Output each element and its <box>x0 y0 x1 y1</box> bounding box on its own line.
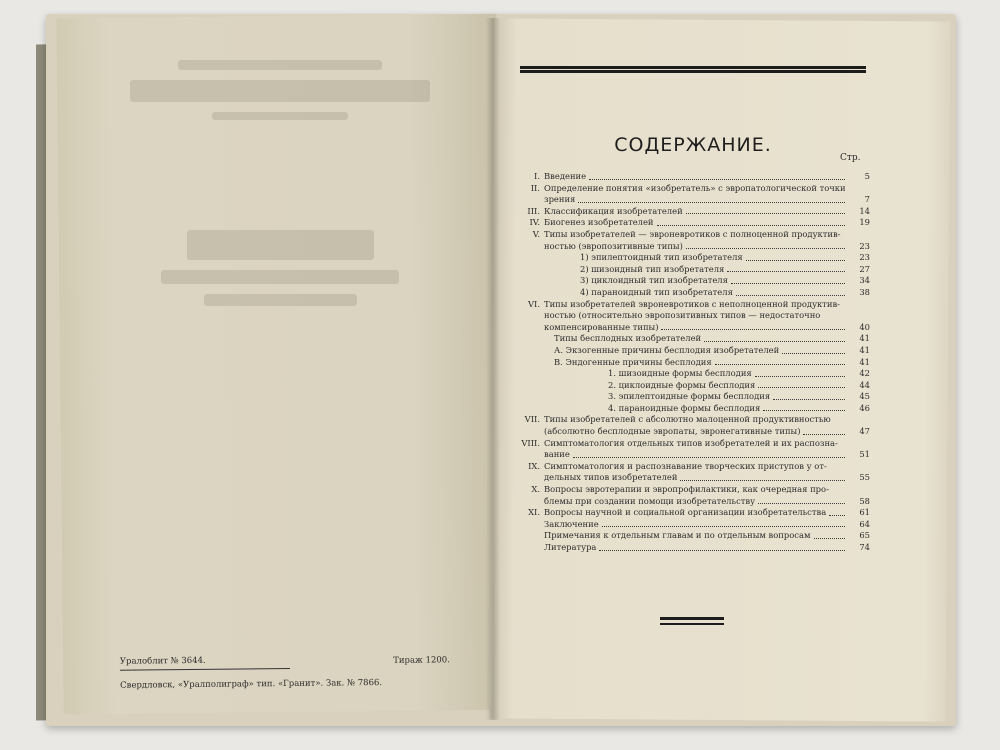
dot-leader <box>578 202 845 203</box>
toc-title: СОДЕРЖАНИЕ. <box>614 134 772 156</box>
toc-entry-number: III. <box>527 205 540 216</box>
toc-entry <box>508 194 870 206</box>
toc-entry <box>508 414 870 426</box>
toc-entry-page: 65 <box>859 530 870 541</box>
toc-entry-number: II. <box>530 182 540 193</box>
toc-entry-text: Вопросы научной и социальной организации изобретательства <box>544 507 827 518</box>
toc-entry <box>508 484 870 496</box>
toc-entry-text: Типы изобретателей эвроневротиков с неполноценной продуктив- <box>544 298 841 309</box>
dot-leader <box>680 480 845 481</box>
toc-entry-number: IX. <box>528 460 540 471</box>
toc-entry <box>508 357 870 369</box>
toc-entry-page: 34 <box>859 275 870 286</box>
dot-leader <box>829 515 845 516</box>
toc-entry <box>508 229 870 241</box>
toc-entry-text: 2) шизоидный тип изобретателя <box>580 263 725 274</box>
toc-entry-text: 1. шизоидные формы бесплодия <box>608 368 752 379</box>
toc-entry-text: Типы изобретателей с абсолютно малоценной продуктивностью <box>544 414 831 425</box>
dot-leader <box>715 364 845 365</box>
dot-leader <box>803 434 845 435</box>
toc-entry <box>508 206 870 218</box>
dot-leader <box>657 225 845 226</box>
toc-entry-page: 40 <box>859 321 870 332</box>
toc-entry-page: 61 <box>859 507 870 518</box>
toc-entry <box>508 252 870 264</box>
toc-entry <box>508 241 870 253</box>
toc-entry-number: VI. <box>527 298 540 309</box>
dot-leader <box>704 341 845 342</box>
dot-leader <box>686 248 845 249</box>
toc-entry-page: 74 <box>859 542 870 552</box>
toc-entry-number: V. <box>532 228 540 239</box>
toc-entry-text: Вопросы эвротерапии и эвропрофилактики, как очередная про- <box>544 484 829 495</box>
toc-entry-page: 41 <box>859 333 870 344</box>
toc-entry-page: 14 <box>859 205 870 216</box>
page-column-header: Стр. <box>840 153 861 163</box>
dot-leader <box>736 295 845 296</box>
toc-entry-text: 3. эпилептоидные формы бесплодия <box>608 391 771 402</box>
toc-entry-text: компенсированные типы) <box>544 321 659 332</box>
dot-leader <box>782 353 845 354</box>
toc-entry <box>508 507 870 519</box>
toc-entry-page: 51 <box>859 449 870 460</box>
toc-entry-text: Литература <box>544 542 597 552</box>
toc-entry-text: Введение <box>544 171 587 181</box>
toc-entry-page: 46 <box>859 402 870 413</box>
toc-entry-page: 64 <box>859 518 870 529</box>
book-gutter <box>486 18 500 720</box>
toc-entry-text: зрения <box>544 194 576 205</box>
toc-entry-text: 2. циклоидные формы бесплодия <box>608 379 756 390</box>
toc-entry <box>508 275 870 287</box>
toc-entry-text: 4. параноидные формы бесплодия <box>608 402 761 413</box>
toc-entry-text: Заключение <box>544 518 599 529</box>
dot-leader <box>602 526 845 527</box>
toc-entry-text: Симптоматология отдельных типов изобретателей и их распозна- <box>544 437 838 448</box>
toc-entry-text: 4) параноидный тип изобретателя <box>580 286 733 297</box>
toc-entry-number: IV. <box>529 217 540 228</box>
dot-leader <box>731 283 845 284</box>
toc-entry-text: (абсолютно бесплодные эвропаты, эвронегативные типы) <box>544 426 801 437</box>
toc-entry <box>508 333 870 345</box>
toc-entry <box>508 426 870 438</box>
toc-entry <box>508 391 870 403</box>
toc-entry-page: 45 <box>859 391 870 402</box>
toc-entry-text: Симптоматология и распознавание творческих приступов у от- <box>544 460 827 471</box>
toc-entry-text: Определение понятия «изобретатель» с эвропатологической точки <box>544 182 846 193</box>
dot-leader <box>746 260 845 261</box>
toc-entry-text: ностью (эвропозитивные типы) <box>544 240 683 251</box>
toc-entry-page: 42 <box>859 368 870 379</box>
toc-entry <box>508 171 870 183</box>
printer-line: Свердловск, «Уралполиграф» тип. «Гранит». Зак. № 7866. <box>120 677 383 691</box>
toc-entry <box>508 403 870 415</box>
toc-entry-text: Типы бесплодных изобретателей <box>554 333 702 344</box>
toc-entry-text: В. Эндогенные причины бесплодия <box>554 356 712 367</box>
toc-entry <box>508 449 870 461</box>
toc-entry-page: 27 <box>859 263 870 274</box>
toc-entry <box>508 368 870 380</box>
uralobllit-number: Уралоблит № 3644. <box>119 655 206 667</box>
toc-entry <box>508 380 870 392</box>
left-page <box>56 14 503 715</box>
toc-entry <box>508 287 870 299</box>
toc-entry-number: I. <box>534 171 540 181</box>
toc-entry-page: 23 <box>859 240 870 251</box>
toc-entry <box>508 530 870 542</box>
print-run: Тираж 1200. <box>393 655 450 666</box>
toc-entry <box>508 264 870 276</box>
toc-entry-page: 7 <box>864 194 870 205</box>
bottom-double-rule <box>660 617 724 625</box>
toc-entry-text: вание <box>544 449 570 460</box>
toc-entry-page: 44 <box>859 379 870 390</box>
toc-entry <box>508 519 870 531</box>
toc-entry <box>508 217 870 229</box>
toc-entry <box>508 438 870 450</box>
toc-entry <box>508 461 870 473</box>
toc-entry-page: 5 <box>864 171 870 181</box>
toc-entry-page: 38 <box>859 286 870 297</box>
dot-leader <box>589 179 845 180</box>
dot-leader <box>727 271 845 272</box>
toc-entry-text: 3) циклоидный тип изобретателя <box>580 275 728 286</box>
dot-leader <box>763 410 845 411</box>
toc-entry-text: ностью (относительно эвропозитивных типов — недостаточно <box>544 310 821 321</box>
table-of-contents <box>508 171 870 554</box>
dot-leader <box>758 387 845 388</box>
toc-entry <box>508 345 870 357</box>
toc-entry-page: 55 <box>859 472 870 483</box>
toc-entry-page: 41 <box>859 356 870 367</box>
dot-leader <box>686 213 845 214</box>
toc-entry-number: VII. <box>524 414 540 425</box>
dot-leader <box>599 550 845 551</box>
toc-entry-text: 1) эпилептоидный тип изобретателя <box>580 252 743 263</box>
toc-entry-text: Типы изобретателей — эвроневротиков с полноценной продуктив- <box>544 228 841 239</box>
toc-entry-text: блемы при создании помощи изобретательству <box>544 495 756 506</box>
toc-entry-text: Биогенез изобретателей <box>544 217 654 228</box>
dot-leader <box>661 329 845 330</box>
toc-entry <box>508 322 870 334</box>
toc-entry-number: VIII. <box>521 437 540 448</box>
toc-entry-text: Примечания к отдельным главам и по отдельным вопросам <box>544 530 811 541</box>
toc-entry-number: X. <box>531 484 540 495</box>
toc-entry-text: дельных типов изобретателей <box>544 472 678 483</box>
dot-leader <box>773 399 845 400</box>
dot-leader <box>755 376 845 377</box>
dot-leader <box>573 457 845 458</box>
toc-entry-text: А. Экзогенные причины бесплодия изобретателей <box>554 344 780 355</box>
toc-entry-page: 23 <box>859 252 870 263</box>
toc-entry-text: Классификация изобретателей <box>544 205 683 216</box>
toc-entry-page: 41 <box>859 344 870 355</box>
dot-leader <box>758 503 845 504</box>
imprint <box>120 653 450 690</box>
toc-entry-page: 47 <box>859 426 870 437</box>
toc-entry <box>508 310 870 322</box>
toc-entry <box>508 496 870 508</box>
toc-entry <box>508 183 870 195</box>
top-double-rule <box>520 66 866 73</box>
toc-entry <box>508 542 870 554</box>
toc-entry <box>508 299 870 311</box>
imprint-divider <box>120 668 290 671</box>
toc-entry <box>508 472 870 484</box>
toc-entry-page: 58 <box>859 495 870 506</box>
toc-entry-number: XI. <box>528 507 540 518</box>
dot-leader <box>814 538 846 539</box>
toc-entry-page: 19 <box>859 217 870 228</box>
